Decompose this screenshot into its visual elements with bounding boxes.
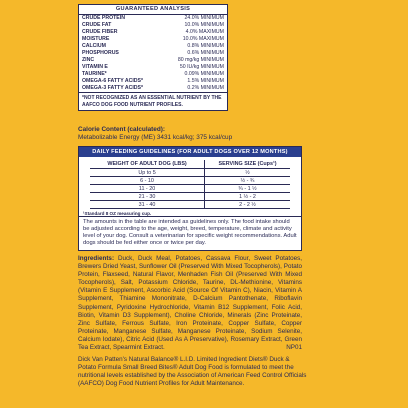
analysis-nutrient: OMEGA-6 FATTY ACIDS*: [82, 78, 144, 84]
analysis-nutrient: ZINC: [82, 57, 95, 63]
feeding-serving: ¾ - 1 ½: [205, 185, 290, 193]
analysis-value: 4.0% MAXIMUM: [185, 29, 224, 35]
feeding-weight: 11 - 20: [90, 185, 205, 193]
analysis-value: 0.09% MINIMUM: [184, 71, 224, 77]
aafco-statement: Dick Van Patten's Natural Balance® L.I.D. Limited Ingredient Diets® Duck & Potato Formula Small Breed Bites® Adult Dog Food is formulated to meet the nutritional levels established by the Association of American Feed Control Officials (AAFCO) Dog Food Nutrient Profiles for Adult Maintenance.: [78, 356, 307, 388]
analysis-row: [79, 64, 227, 71]
feeding-row: [90, 177, 290, 185]
feeding-serving: ½ - ¾: [205, 177, 290, 185]
analysis-nutrient: CALCIUM: [82, 43, 106, 49]
analysis-value: 0.2% MINIMUM: [187, 85, 224, 91]
feeding-weight: 31 - 40: [90, 201, 205, 209]
feeding-weight: Up to 5: [90, 169, 205, 177]
analysis-nutrient: CRUDE PROTEIN: [82, 15, 125, 21]
calorie-content: [78, 126, 232, 142]
guaranteed-analysis-rows: [79, 15, 227, 92]
analysis-value: 0.6% MINIMUM: [187, 50, 224, 56]
analysis-row: [79, 22, 227, 29]
analysis-nutrient: CRUDE FIBER: [82, 29, 118, 35]
analysis-nutrient: CRUDE FAT: [82, 22, 112, 28]
feeding-row: [90, 169, 290, 177]
analysis-row: [79, 15, 227, 22]
feeding-serving: ½: [205, 169, 290, 177]
feeding-serving: 2 - 2 ½: [205, 201, 290, 209]
analysis-value: 24.0% MINIMUM: [184, 15, 224, 21]
analysis-row: [79, 78, 227, 85]
analysis-row: [79, 29, 227, 36]
analysis-nutrient: TAURINE*: [82, 71, 107, 77]
feeding-serving: 1 ½ - 2: [205, 193, 290, 201]
feeding-row: [90, 201, 290, 209]
analysis-nutrient: PHOSPHORUS: [82, 50, 119, 56]
analysis-row: [79, 71, 227, 78]
analysis-row: [79, 36, 227, 43]
calorie-value: Metabolizable Energy (ME) 3431 kcal/kg; 375 kcal/cup: [78, 134, 233, 141]
analysis-value: 10.0% MINIMUM: [184, 22, 224, 28]
analysis-nutrient: MOISTURE: [82, 36, 110, 42]
feeding-col-serving: SERVING SIZE (Cups¹): [205, 160, 290, 169]
analysis-nutrient: VITAMIN E: [82, 64, 108, 70]
feeding-standard-cup-note: ¹Standard 8 OZ measuring cup.: [83, 211, 152, 216]
ingredients-text: Duck, Duck Meal, Potatoes, Cassava Flour, Sweet Potatoes, Brewers Dried Yeast, Sunflower Oil (Preserved With Mixed Tocopherols), Potato Protein, Flaxseed, Natural Flavor, Menhaden Fish Oil (Preserved With Mixed Tocopherols), Salt, Potassium Chloride, Taurine, DL-Methionine, Vitamins (Vitamin E Supplement, Ascorbic Acid (Source Of Vitamin C), Niacin, Vitamin A Supplement, Thiamine Mononitrate, D-Calcium Pantothenate, Riboflavin Supplement, Pyridoxine Hydrochloride, Vitamin B12 Supplement, Folic Acid, Biotin, Vitamin D3 Supplement), Choline Chloride, Minerals (Zinc Proteinate, Zinc Sulfate, Ferrous Sulfate, Iron Proteinate, Copper Sulfate, Copper Proteinate, Manganese Sulfate, Manganese Proteinate, Sodium Selenite, Calcium Iodate), Citric Acid (Used As A Preservative), Rosemary Extract, Green Tea Extract, Spearmint Extract.: [78, 255, 303, 352]
analysis-row: [79, 50, 227, 57]
analysis-row: [79, 85, 227, 92]
calorie-title: Calorie Content (calculated):: [78, 126, 165, 133]
feeding-row: [90, 193, 290, 201]
analysis-value: 10.0% MAXIMUM: [182, 36, 224, 42]
guaranteed-analysis-title: GUARANTEED ANALYSIS: [79, 5, 227, 15]
analysis-row: [79, 57, 227, 64]
feeding-table: [90, 160, 290, 209]
product-code: NP01: [286, 344, 302, 352]
feeding-col-weight: WEIGHT OF ADULT DOG (LBS): [90, 160, 205, 169]
feeding-row: [90, 185, 290, 193]
analysis-value: 1.5% MINIMUM: [187, 78, 224, 84]
feeding-weight: 6 - 10: [90, 177, 205, 185]
feeding-weight: 21 - 30: [90, 193, 205, 201]
feeding-guidelines-box: [78, 146, 302, 251]
ingredients-title: Ingredients:: [78, 255, 115, 262]
analysis-value: 50 IU/kg MINIMUM: [179, 64, 224, 70]
ingredients-section: [78, 255, 302, 352]
analysis-row: [79, 43, 227, 50]
analysis-value: 0.8% MINIMUM: [187, 43, 224, 49]
guaranteed-analysis-box: [78, 4, 228, 111]
guaranteed-analysis-note: *NOT RECOGNIZED AS AN ESSENTIAL NUTRIENT BY THE AAFCO DOG FOOD NUTRIENT PROFILES.: [79, 92, 227, 110]
analysis-value: 80 mg/kg MINIMUM: [177, 57, 224, 63]
feeding-guidelines-title: DAILY FEEDING GUIDELINES (FOR ADULT DOGS OVER 12 MONTHS): [79, 147, 301, 157]
analysis-nutrient: OMEGA-3 FATTY ACIDS*: [82, 85, 144, 91]
feeding-guidelines-note: The amounts in the table are intended as guidelines only. The food intake should be adjusted according to the age, weight, breed, temperature, climate and activity level of your dog. Consult a veterinarian for specific weight recommendations. Adult dogs should be fed either once or twice per day.: [79, 216, 301, 250]
